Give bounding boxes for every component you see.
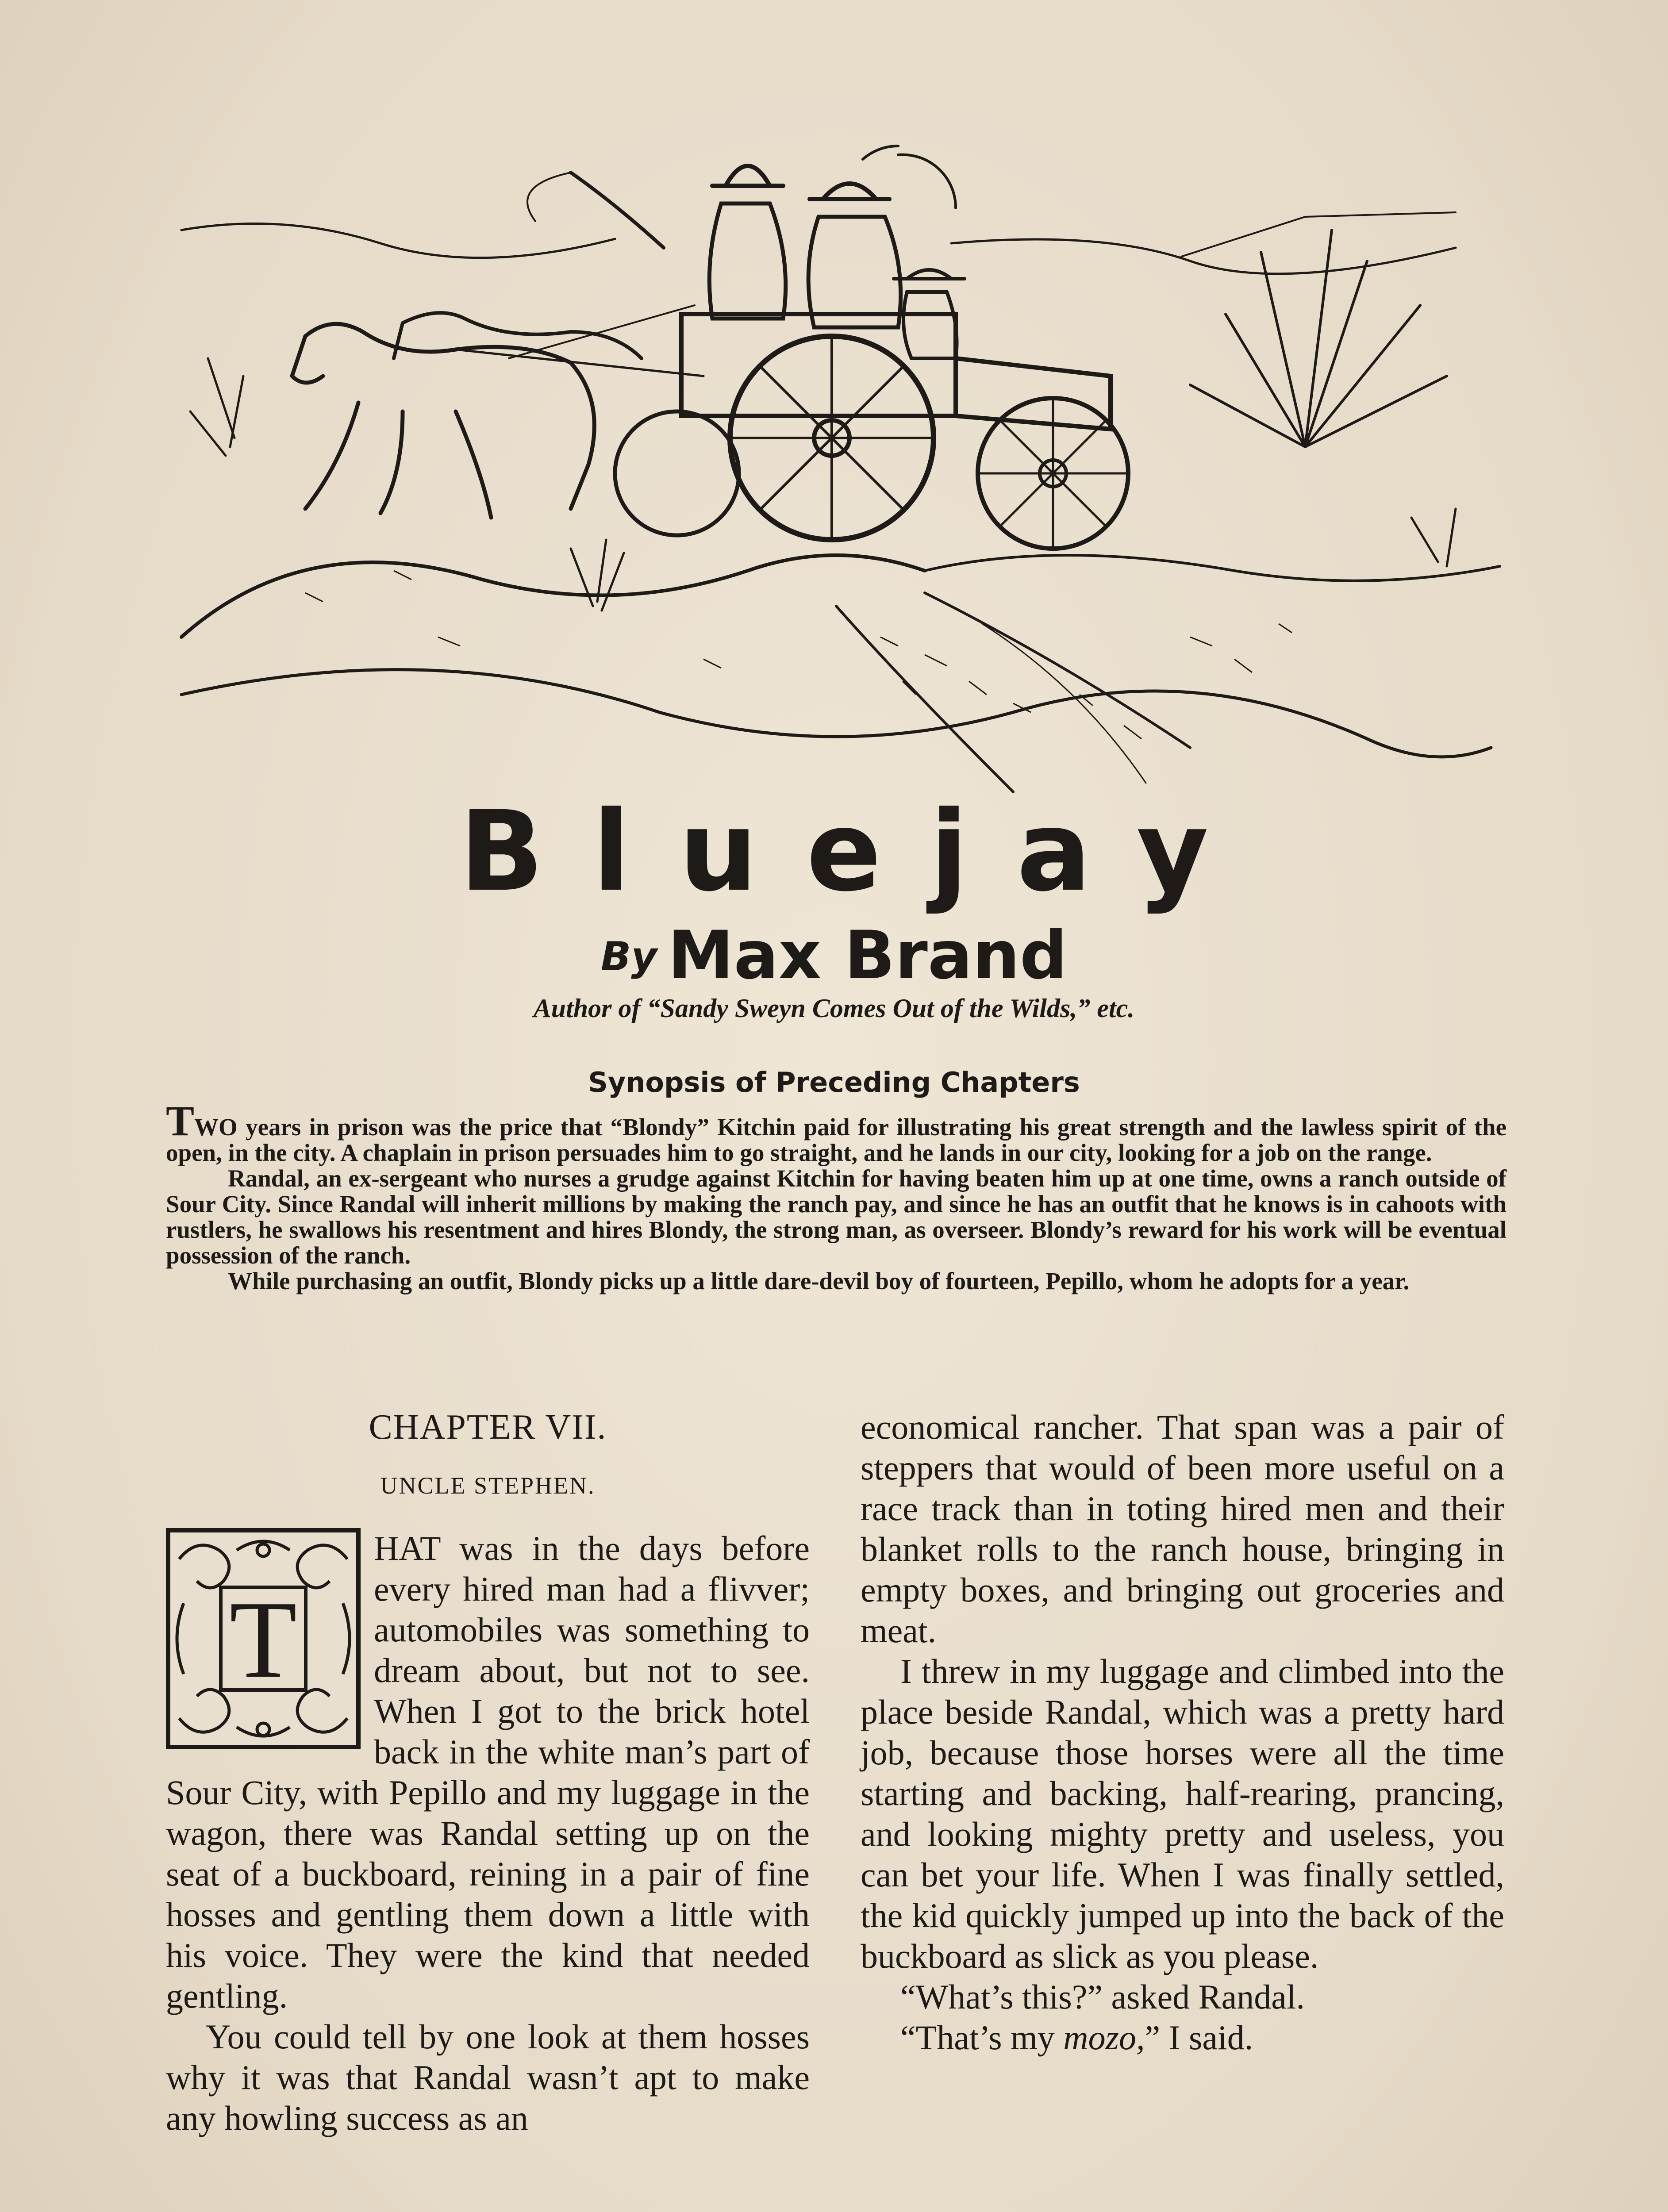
drop-cap-letter: T bbox=[219, 1586, 307, 1692]
body-paragraph: economical rancher. That span was a pair of steppers that would of been more useful on a race track than in toting hired men and their blanket rolls to the ranch house, bringing in empty boxes, and bringing out groceries and meat. bbox=[861, 1408, 1504, 1650]
body-paragraph: You could tell by one look at them hosses why it was that Randal wasn’t apt to make any howling success as an bbox=[166, 2017, 810, 2137]
article-title: Bluejay bbox=[459, 787, 1257, 916]
body-text: HAT was in the days before every hired man had a flivver; automobiles was something to dream about, but not to see. When I got to the brick hotel back in the white man’s part of Sour City, with Pepillo and my luggage in the wagon, there was Randal setting up on the seat of a buckboard, reining in a pair of fine hosses and gentling them down a little with his voice. They were the kind that needed gentling. bbox=[166, 1529, 810, 2015]
dialogue-italic: mozo, bbox=[1063, 2018, 1145, 2057]
chapter-subtitle: UNCLE STEPHEN. bbox=[380, 1472, 596, 1499]
synopsis-paragraph: Randal, an ex-sergeant who nurses a grudge against Kitchin for having beaten him up at one time, owns a ranch outside of Sour City. Since Randal will inherit millions by making the ranch pay, and since he has an outfit that he knows is in cahoots with rustlers, he swallows his resentment and hires Blondy, the strong man, as overseer. Blondy’s reward for his work will be eventual possession of the ranch. bbox=[166, 1165, 1507, 1269]
chapter-title: CHAPTER VII. bbox=[369, 1408, 607, 1447]
ornamental-drop-cap bbox=[166, 1528, 361, 1749]
dialogue-text: “That’s my bbox=[900, 2018, 1064, 2057]
author-name: Max Brand bbox=[668, 917, 1068, 994]
byline-prefix: By bbox=[600, 933, 657, 980]
body-paragraph bbox=[166, 1528, 810, 2016]
header-illustration bbox=[173, 128, 1518, 818]
wagon-illustration bbox=[173, 128, 1518, 818]
body-paragraph bbox=[861, 2017, 1504, 2058]
synopsis-initial: T bbox=[166, 1097, 195, 1144]
author-note: Author of “Sandy Sweyn Comes Out of the Wilds,” etc. bbox=[533, 994, 1135, 1023]
synopsis-text-1: WO years in prison was the price that “Blondy” Kitchin paid for illustrating his great strength and the lawless spirit of the open, in the city. A chaplain in prison persuades him to go straight, and he lands in our city, looking for a job on the range. bbox=[166, 1114, 1507, 1166]
text-column-right bbox=[861, 1407, 1504, 2058]
synopsis-paragraph bbox=[166, 1097, 1507, 1166]
dialogue-text: ” I said. bbox=[1145, 2018, 1253, 2057]
synopsis-paragraph: While purchasing an outfit, Blondy picks up a little dare-devil boy of fourteen, Pepillo, whom he adopts for a year. bbox=[228, 1267, 1410, 1294]
synopsis-heading: Synopsis of Preceding Chapters bbox=[588, 1066, 1080, 1098]
synopsis bbox=[166, 1097, 1507, 1294]
body-paragraph: “What’s this?” asked Randal. bbox=[900, 1978, 1305, 2016]
byline bbox=[0, 917, 1668, 994]
body-paragraph: I threw in my luggage and climbed into the place beside Randal, which was a pretty hard job, because those horses were all the time starting and backing, half-rearing, prancing, and looking mighty pretty and useless, you can bet your life. When I was finally settled, the kid quickly jumped up into the back of the buckboard as slick as you please. bbox=[861, 1652, 1504, 1975]
text-column-left bbox=[166, 1407, 810, 2139]
